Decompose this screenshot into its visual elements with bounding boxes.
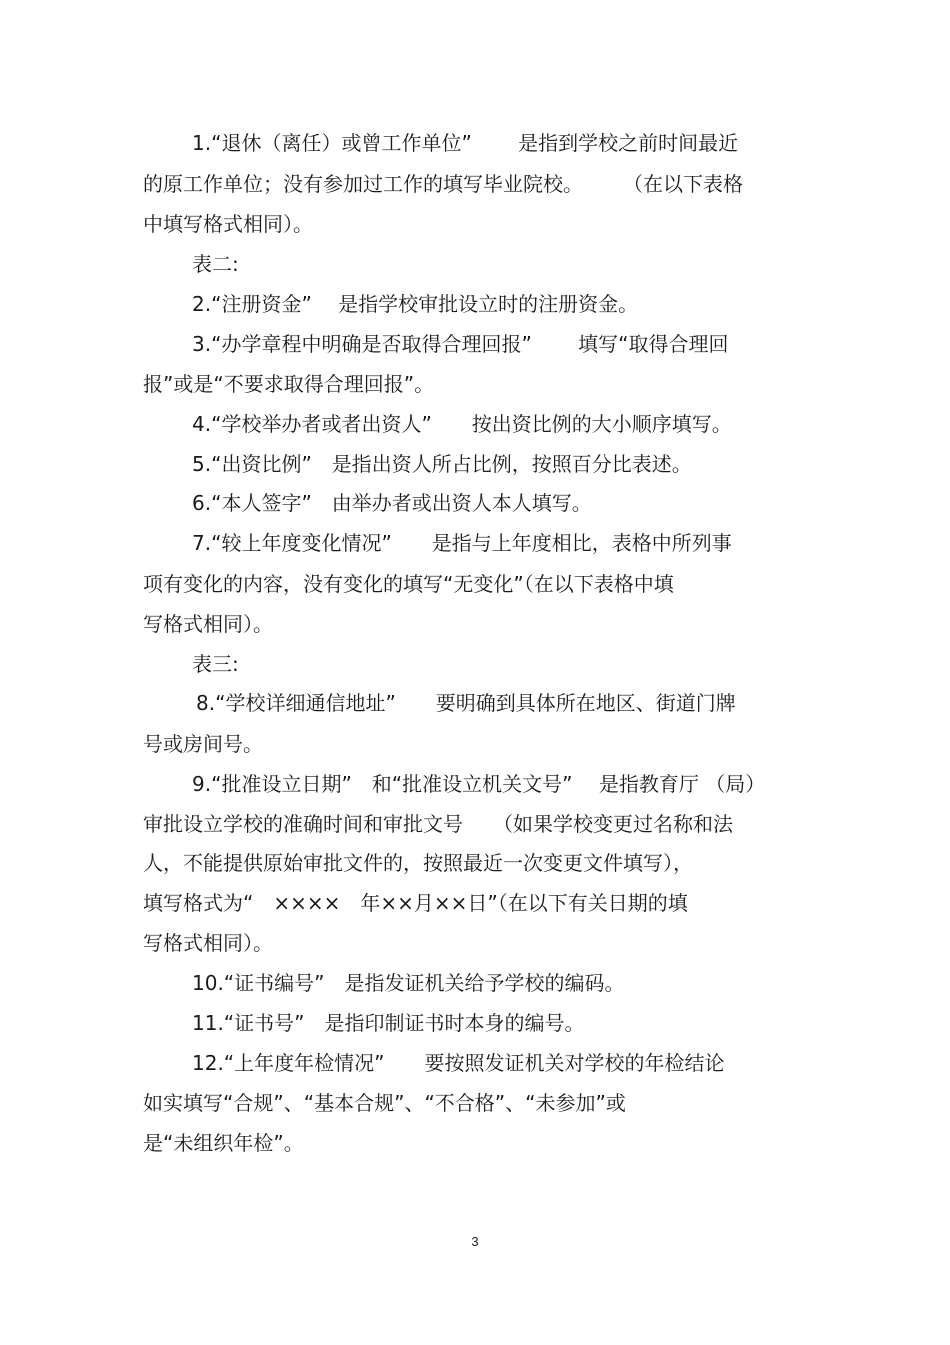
- text-line: 写格式相同）。: [143, 931, 273, 955]
- text-line: 如实填写“合规”、“基本合规”、“不合格”、“未参加”或: [143, 1091, 626, 1115]
- text-line: 写格式相同）。: [143, 612, 273, 636]
- text-line: 11.“证书号” 是指印制证书时本身的编号。: [192, 1011, 585, 1035]
- text-line: 6.“本人签字” 由举办者或出资人本人填写。: [192, 491, 592, 515]
- text-line: 填写格式为“ ×××× 年××月××日”（在以下有关日期的填: [143, 891, 688, 915]
- text-line: 4.“学校举办者或者出资人” 按出资比例的大小顺序填写。: [192, 412, 732, 436]
- text-line: 项有变化的内容，没有变化的填写“无变化”（在以下表格中填: [143, 572, 674, 596]
- text-line: 审批设立学校的准确时间和审批文号 （如果学校变更过名称和法: [143, 812, 733, 836]
- text-line: 12.“上年度年检情况” 要按照发证机关对学校的年检结论: [192, 1051, 725, 1075]
- text-line: 9.“批准设立日期” 和“批准设立机关文号” 是指教育厅 （局）: [192, 772, 766, 796]
- text-line: 号或房间号。: [143, 732, 263, 756]
- text-line: 是“未组织年检”。: [143, 1131, 304, 1155]
- text-line: 10.“证书编号” 是指发证机关给予学校的编码。: [192, 971, 625, 995]
- text-line: 3.“办学章程中明确是否取得合理回报” 填写“取得合理回: [192, 332, 729, 356]
- text-line: 2.“注册资金” 是指学校审批设立时的注册资金。: [192, 292, 639, 316]
- text-line: 8.“学校详细通信地址” 要明确到具体所在地区、街道门牌: [196, 691, 736, 715]
- page-number: 3: [471, 1234, 479, 1249]
- text-line: 人，不能提供原始审批文件的，按照最近一次变更文件填写），: [143, 851, 693, 875]
- text-line: 中填写格式相同）。: [143, 212, 313, 236]
- text-line: 1.“退休（离任）或曾工作单位” 是指到学校之前时间最近: [192, 131, 739, 155]
- text-line: 7.“较上年度变化情况” 是指与上年度相比，表格中所列事: [192, 531, 732, 555]
- text-line: 5.“出资比例” 是指出资人所占比例，按照百分比表述。: [192, 452, 692, 476]
- section-heading: 表三:: [192, 652, 239, 676]
- text-line: 的原工作单位；没有参加过工作的填写毕业院校。 （在以下表格: [143, 172, 743, 196]
- section-heading: 表二:: [192, 252, 239, 276]
- text-line: 报”或是“不要求取得合理回报”。: [143, 372, 435, 396]
